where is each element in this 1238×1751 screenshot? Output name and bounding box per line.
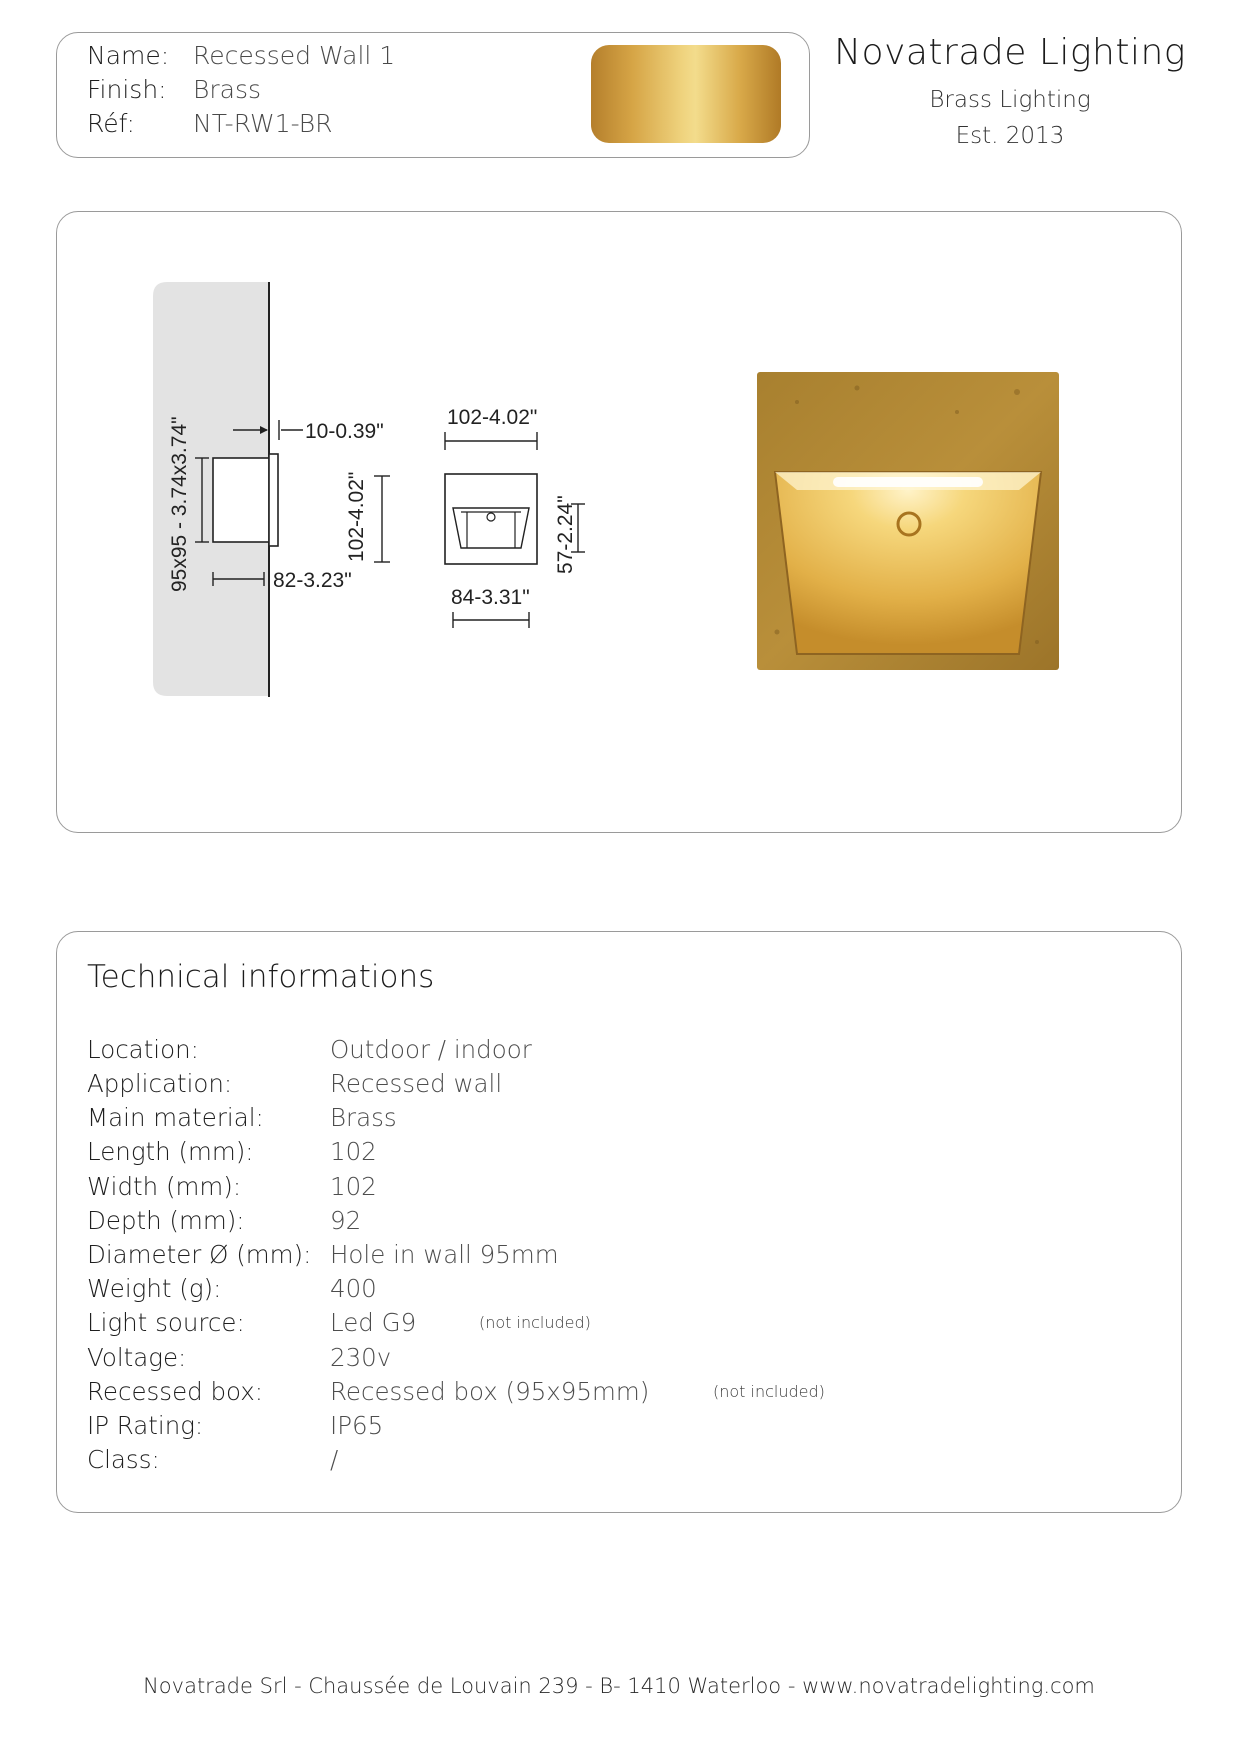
- product-finish-row: [87, 75, 261, 104]
- finish-label: Finish:: [87, 75, 167, 104]
- spec-label: Light source:: [87, 1308, 245, 1337]
- dim-depth-label: 82-3.23": [273, 569, 352, 592]
- spec-label: Class:: [87, 1445, 160, 1474]
- dim-width-label: 102-4.02": [447, 406, 538, 429]
- spec-value: /: [330, 1445, 339, 1474]
- ref-value: NT-RW1-BR: [193, 109, 333, 138]
- spec-label: IP Rating:: [87, 1411, 204, 1440]
- technical-title: Technical informations: [87, 959, 435, 995]
- spec-value: Brass: [330, 1103, 397, 1132]
- brand-subtitle: Brass Lighting: [929, 87, 1091, 113]
- finish-swatch: [591, 45, 781, 143]
- name-label: Name:: [87, 41, 170, 70]
- spec-value: 92: [330, 1206, 362, 1235]
- technical-drawing: [57, 212, 1181, 832]
- spec-label: Weight (g):: [87, 1274, 222, 1303]
- dim-inner-height-label: 57-2.24": [554, 495, 577, 574]
- spec-label: Main material:: [87, 1103, 264, 1132]
- spec-label: Voltage:: [87, 1343, 187, 1372]
- spec-label: Location:: [87, 1035, 199, 1064]
- spec-value: Outdoor / indoor: [330, 1035, 532, 1064]
- spec-label: Length (mm):: [87, 1137, 254, 1166]
- dim-protrusion-label: 10-0.39": [305, 420, 384, 443]
- spec-value: Recessed wall: [330, 1069, 503, 1098]
- spec-label: Width (mm):: [87, 1172, 242, 1201]
- name-value: Recessed Wall 1: [193, 41, 396, 70]
- product-ref-row: [87, 109, 333, 138]
- spec-value: 102: [330, 1172, 377, 1201]
- spec-value: Recessed box (95x95mm): [330, 1377, 650, 1406]
- brand-name: Novatrade Lighting: [834, 32, 1186, 73]
- brand-block: [820, 32, 1200, 149]
- technical-info-card: [56, 931, 1182, 1513]
- product-info-card: [56, 32, 810, 158]
- ref-label: Réf:: [87, 109, 135, 138]
- spec-value: IP65: [330, 1411, 384, 1440]
- spec-note: (not included): [713, 1382, 825, 1401]
- product-photo: [757, 372, 1059, 670]
- spec-value: 400: [330, 1274, 377, 1303]
- spec-label: Diameter Ø (mm):: [87, 1240, 312, 1269]
- dim-inner-width-label: 84-3.31": [451, 586, 530, 609]
- spec-value: 230v: [330, 1343, 392, 1372]
- brand-established: Est. 2013: [955, 123, 1065, 149]
- dim-hole-label: 95x95 - 3.74x3.74": [168, 416, 191, 592]
- spec-note: (not included): [479, 1313, 591, 1332]
- spec-value: Led G9: [330, 1308, 417, 1337]
- technical-drawing-card: [56, 211, 1182, 833]
- finish-value: Brass: [193, 75, 262, 104]
- spec-value: 102: [330, 1137, 377, 1166]
- footer-address: Novatrade Srl - Chaussée de Louvain 239 - B- 1410 Waterloo - www.novatradelighting.com: [143, 1674, 1095, 1698]
- product-name-row: [87, 41, 395, 70]
- spec-label: Depth (mm):: [87, 1206, 245, 1235]
- dim-height-label: 102-4.02": [345, 471, 368, 562]
- spec-label: Recessed box:: [87, 1377, 264, 1406]
- spec-label: Application:: [87, 1069, 233, 1098]
- spec-value: Hole in wall 95mm: [330, 1240, 559, 1269]
